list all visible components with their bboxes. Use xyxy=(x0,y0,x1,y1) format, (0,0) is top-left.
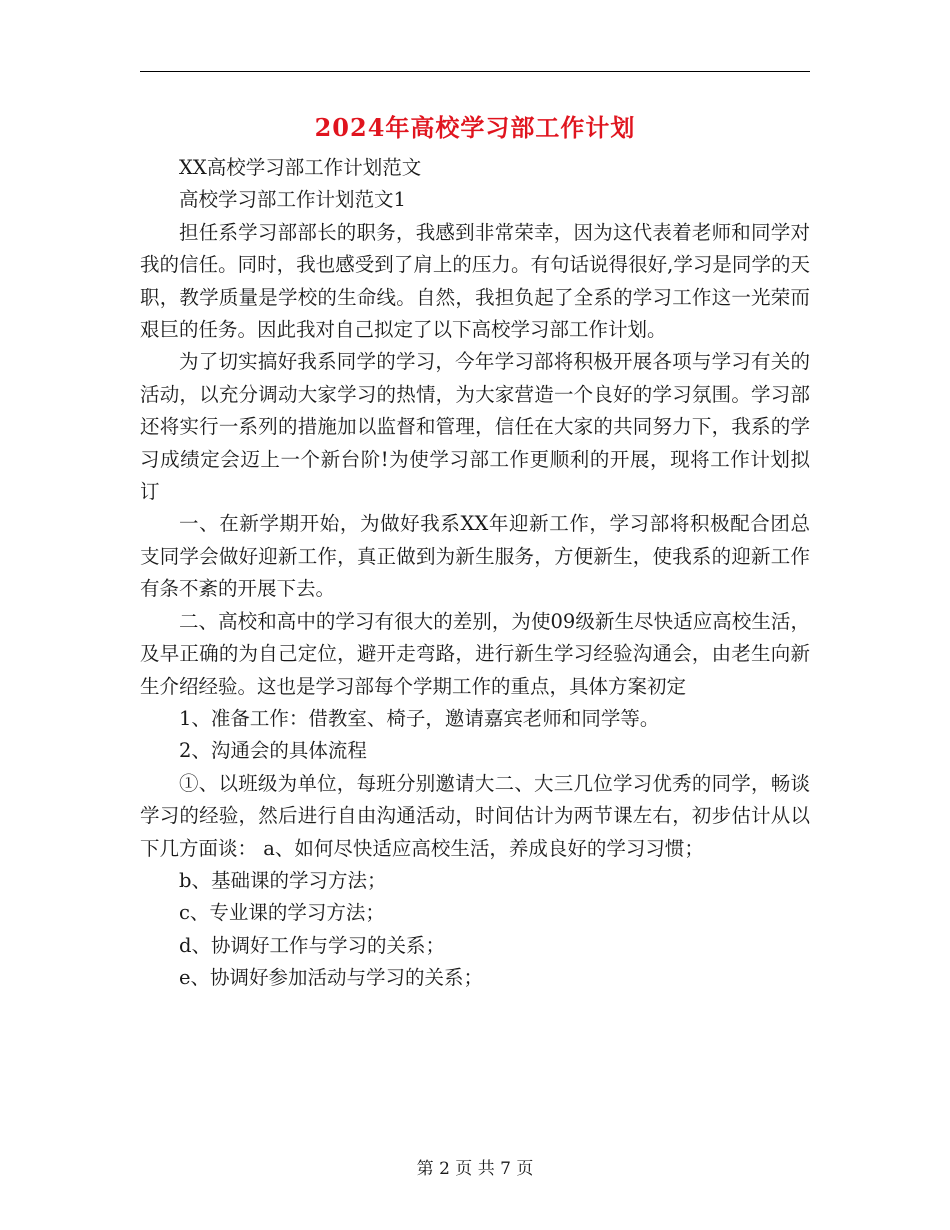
paragraph: 二、高校和高中的学习有很大的差别，为使09级新生尽快适应高校生活，及早正确的为自己定位，避开走弯路，进行新生学习经验沟通会，由老生向新生介绍经验。这也是学习部每个学期工作的重点，具体方案初定 xyxy=(140,609,810,698)
document-body xyxy=(140,152,810,995)
header-rule xyxy=(140,71,810,72)
paragraph: 担任系学习部部长的职务，我感到非常荣幸，因为这代表着老师和同学对我的信任。同时，我也感受到了肩上的压力。有句话说得很好,学习是同学的天职，教学质量是学校的生命线。自然，我担负起了全系的学习工作这一光荣而艰巨的任务。因此我对自己拟定了以下高校学习部工作计划。 xyxy=(140,220,810,342)
page-number: 第 2 页 共 7 页 xyxy=(416,1159,534,1179)
paragraph: ①、以班级为单位，每班分别邀请大二、大三几位学习优秀的同学，畅谈学习的经验，然后进行自由沟通活动，时间估计为两节课左右，初步估计从以下几方面谈： a、如何尽快适应高校生活，养成良好的学习习惯； xyxy=(140,771,810,860)
paragraph: 2、沟通会的具体流程 xyxy=(179,739,367,763)
paragraph: 高校学习部工作计划范文1 xyxy=(179,188,406,212)
paragraph: 1、准备工作：借教室、椅子，邀请嘉宾老师和同学等。 xyxy=(179,706,660,730)
paragraph: 一、在新学期开始，为做好我系XX年迎新工作，学习部将积极配合团总支同学会做好迎新工作，真正做到为新生服务，方便新生，使我系的迎新工作有条不紊的开展下去。 xyxy=(140,512,810,601)
paragraph: c、专业课的学习方法； xyxy=(179,901,385,925)
document-title: 2024年高校学习部工作计划 xyxy=(314,113,636,142)
paragraph: XX高校学习部工作计划范文 xyxy=(179,156,422,179)
paragraph: e、协调好参加活动与学习的关系； xyxy=(179,966,484,990)
paragraph: d、协调好工作与学习的关系； xyxy=(179,933,445,957)
paragraph: b、基础课的学习方法； xyxy=(179,868,387,892)
paragraph: 为了切实搞好我系同学的学习，今年学习部将积极开展各项与学习有关的活动，以充分调动大家学习的热情，为大家营造一个良好的学习氛围。学习部还将实行一系列的措施加以监督和管理，信任在大家的共同努力下，我系的学习成绩定会迈上一个新台阶!为使学习部工作更顺利的开展，现将工作计划拟订 xyxy=(140,350,810,504)
